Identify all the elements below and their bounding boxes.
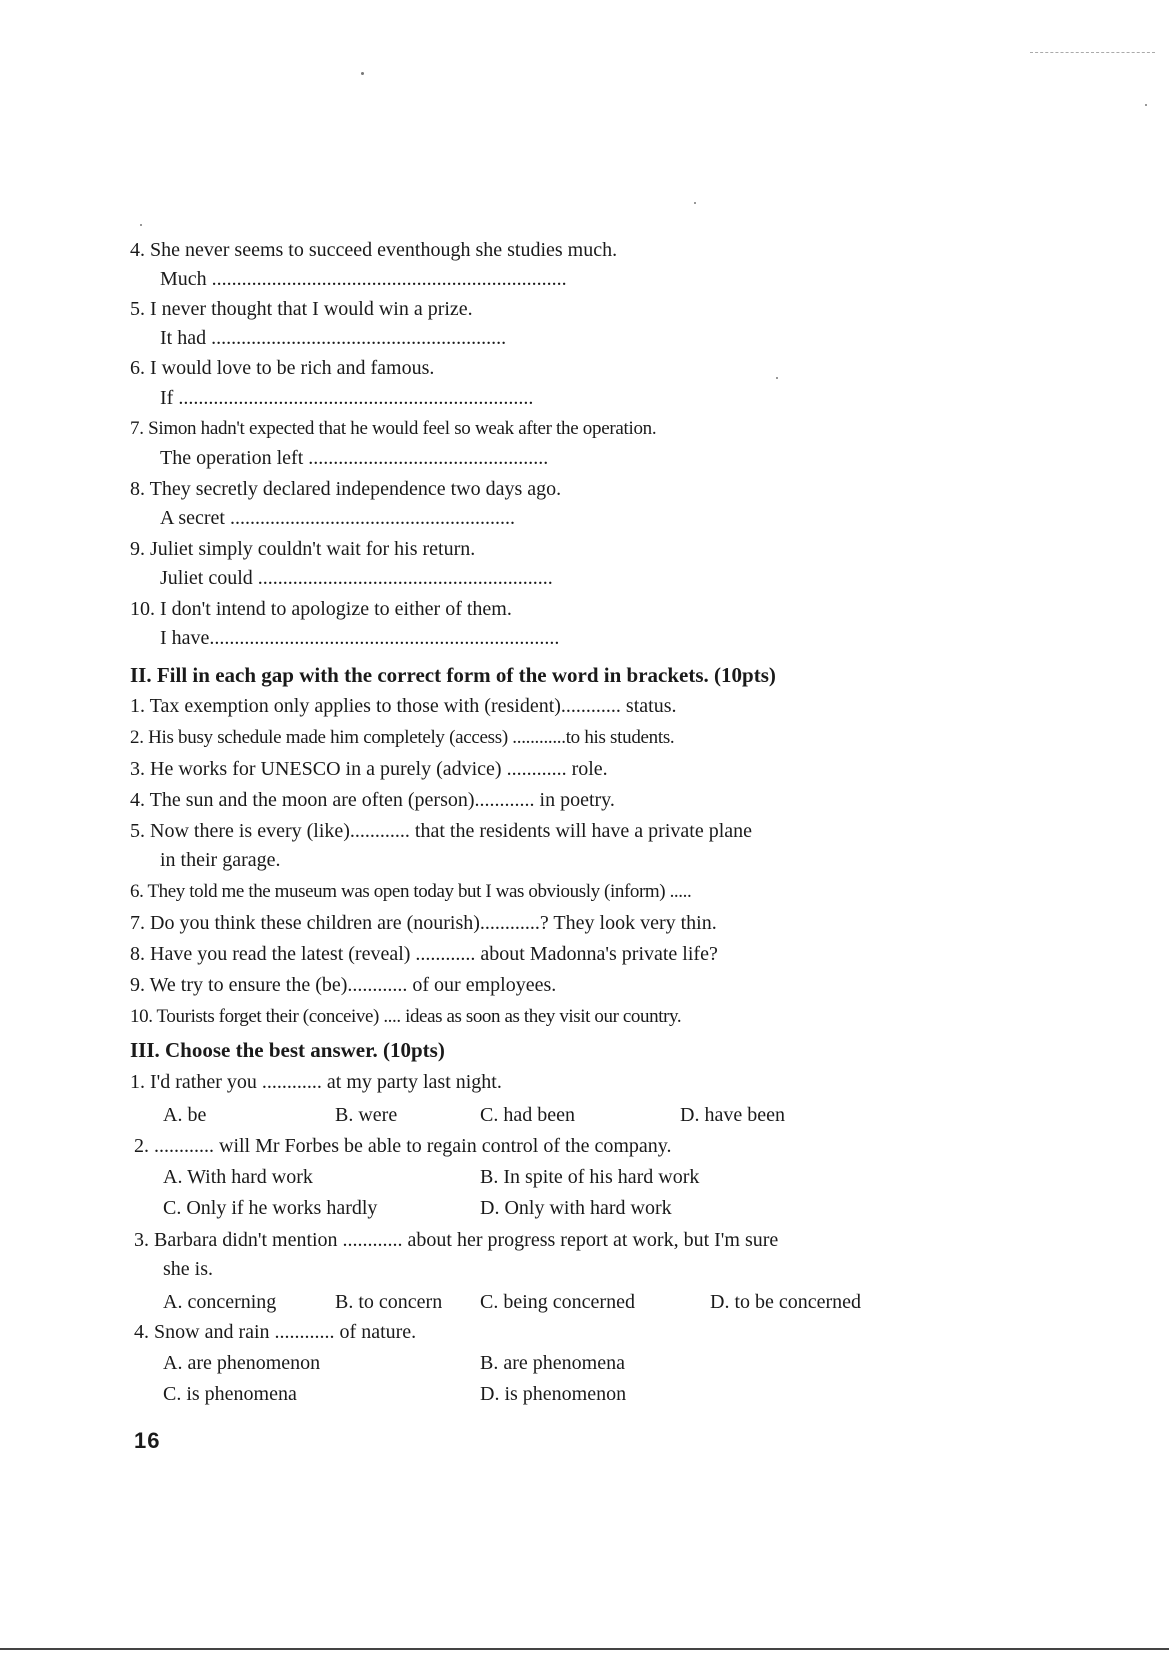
rewrite-answer-10[interactable]: I have......................................................................	[160, 627, 560, 649]
scan-speck	[140, 224, 142, 226]
q3-option-d[interactable]: D. to be concerned	[710, 1291, 862, 1313]
section-2-heading: II. Fill in each gap with the correct form of the word in brackets. (10pts)	[130, 663, 776, 687]
question-3-stem-continued: she is.	[163, 1258, 213, 1280]
rewrite-prompt-9: 9. Juliet simply couldn't wait for his return.	[130, 538, 476, 560]
q1-option-d[interactable]: D. have been	[680, 1104, 785, 1126]
section-2-item: 5. Now there is every (like)............ that the residents will have a private plane	[130, 820, 753, 842]
scan-speck	[1145, 104, 1147, 106]
rewrite-prompt-7: 7. Simon hadn't expected that he would feel so weak after the operation.	[130, 418, 657, 439]
scan-edge-line	[0, 1648, 1169, 1650]
rewrite-prompt-6: 6. I would love to be rich and famous.	[130, 357, 435, 379]
q3-option-b[interactable]: B. to concern	[335, 1291, 443, 1313]
q2-option-c[interactable]: C. Only if he works hardly	[163, 1197, 378, 1219]
scan-speck	[776, 377, 778, 379]
q4-option-b[interactable]: B. are phenomena	[480, 1352, 625, 1374]
q3-option-c[interactable]: C. being concerned	[480, 1291, 635, 1313]
section-2-item: 9. We try to ensure the (be)............ of our employees.	[130, 974, 557, 996]
question-3-stem: 3. Barbara didn't mention ............ about her progress report at work, but I'm sure	[134, 1229, 779, 1251]
rewrite-answer-6[interactable]: If .......................................................................	[160, 387, 534, 409]
page-number: 16	[134, 1428, 161, 1453]
q2-option-a[interactable]: A. With hard work	[163, 1166, 313, 1188]
section-2-item: 7. Do you think these children are (nourish)............? They look very thin.	[130, 912, 717, 934]
scan-speck	[694, 202, 696, 204]
section-2-item: 3. He works for UNESCO in a purely (advice) ............ role.	[130, 758, 608, 780]
rewrite-answer-7[interactable]: The operation left ................................................	[160, 447, 549, 469]
rewrite-prompt-8: 8. They secretly declared independence two days ago.	[130, 478, 562, 500]
scan-mark	[1030, 52, 1155, 53]
section-2-item: 4. The sun and the moon are often (person)............ in poetry.	[130, 789, 615, 811]
q4-option-c[interactable]: C. is phenomena	[163, 1383, 297, 1405]
rewrite-prompt-10: 10. I don't intend to apologize to either of them.	[130, 598, 512, 620]
q3-option-a[interactable]: A. concerning	[163, 1291, 277, 1313]
section-2-item: 6. They told me the museum was open today but I was obviously (inform) .....	[130, 881, 692, 902]
section-3-heading: III. Choose the best answer. (10pts)	[130, 1038, 445, 1062]
q4-option-a[interactable]: A. are phenomenon	[163, 1352, 321, 1374]
rewrite-answer-9[interactable]: Juliet could ...........................................................	[160, 567, 553, 589]
scan-speck	[361, 72, 364, 75]
section-2-item: 10. Tourists forget their (conceive) .... ideas as soon as they visit our country.	[130, 1006, 682, 1027]
q2-option-b[interactable]: B. In spite of his hard work	[480, 1166, 700, 1188]
q4-option-d[interactable]: D. is phenomenon	[480, 1383, 627, 1405]
rewrite-prompt-4: 4. She never seems to succeed eventhough she studies much.	[130, 239, 618, 261]
section-2-item: 1. Tax exemption only applies to those with (resident)............ status.	[130, 695, 677, 717]
q1-option-b[interactable]: B. were	[335, 1104, 398, 1126]
question-1-stem: 1. I'd rather you ............ at my party last night.	[130, 1071, 502, 1093]
rewrite-answer-8[interactable]: A secret .........................................................	[160, 507, 515, 529]
section-2-item: in their garage.	[160, 849, 281, 871]
rewrite-answer-5[interactable]: It had ...........................................................	[160, 327, 507, 349]
q2-option-d[interactable]: D. Only with hard work	[480, 1197, 672, 1219]
question-4-stem: 4. Snow and rain ............ of nature.	[134, 1321, 417, 1343]
q1-option-a[interactable]: A. be	[163, 1104, 207, 1126]
section-2-item: 8. Have you read the latest (reveal) ............ about Madonna's private life?	[130, 943, 718, 965]
rewrite-answer-4[interactable]: Much .......................................................................	[160, 268, 567, 290]
question-2-stem: 2. ............ will Mr Forbes be able to regain control of the company.	[134, 1135, 672, 1157]
q1-option-c[interactable]: C. had been	[480, 1104, 575, 1126]
rewrite-prompt-5: 5. I never thought that I would win a prize.	[130, 298, 473, 320]
section-2-item: 2. His busy schedule made him completely (access) ............to his students.	[130, 727, 675, 748]
